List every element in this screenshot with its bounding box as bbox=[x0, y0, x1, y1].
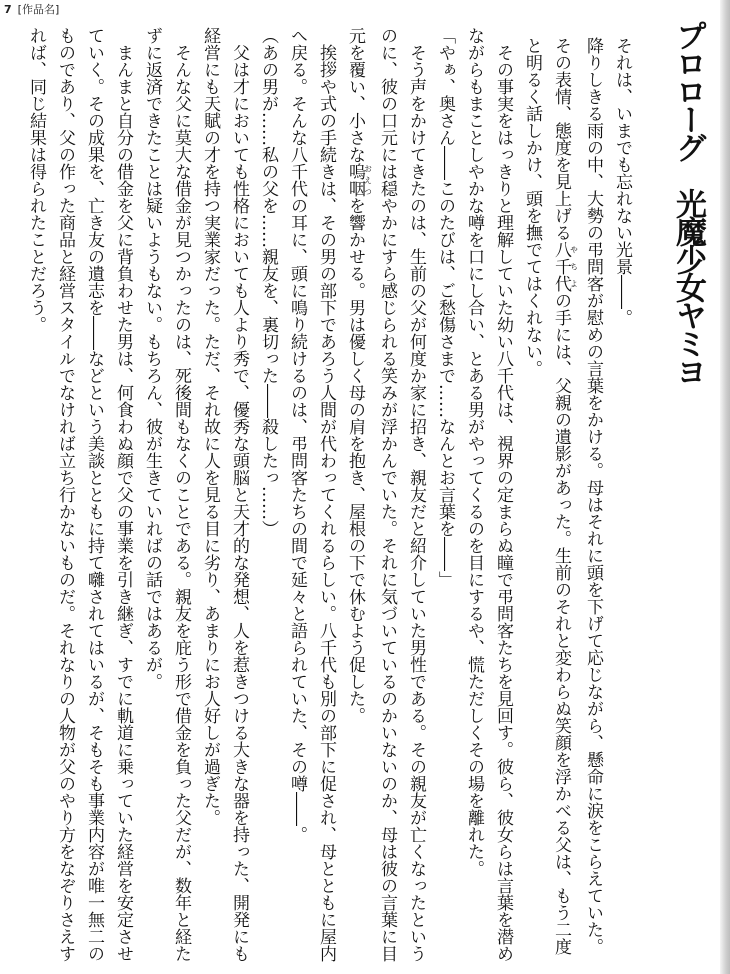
text-segment: 元を覆い、小さな bbox=[345, 27, 365, 163]
text-segment: ずに返済できたことは疑いようもない。もちろん、彼が生きていればの話ではあるが。 bbox=[142, 27, 162, 690]
text-column bbox=[340, 27, 372, 947]
text-column bbox=[253, 27, 282, 947]
text-segment: ながらもまことしやかな噂を口にし合い、とある男がやってくるのを目にするや、慌ただしくその場を離れた。 bbox=[464, 27, 484, 877]
text-segment: （あの男が……私の父を……親友を、裏切った――殺したっ……） bbox=[258, 27, 278, 537]
work-title: [作品名] bbox=[17, 3, 60, 16]
ruby-word: 八千代やちよ bbox=[551, 241, 579, 292]
chapter-title: プロローグ 光魔少女ヤミヨ bbox=[670, 20, 706, 384]
page-number: 7 bbox=[4, 3, 12, 16]
text-column bbox=[50, 27, 79, 962]
text-column bbox=[282, 27, 311, 947]
text-segment: と明るく話しかけ、頭を撫でてはくれない。 bbox=[522, 37, 542, 377]
text-column bbox=[137, 27, 166, 947]
text-column bbox=[488, 27, 517, 962]
text-column bbox=[372, 27, 401, 962]
text-segment: へ戻る。そんな八千代の耳に、頭に鳴り続けるのは、弔問客たちの間で延々と語られていた、その噂――。 bbox=[287, 27, 307, 843]
body-text bbox=[20, 27, 636, 962]
text-segment: そう声をかけてきたのは、生前の父が何度か家に招き、親友だと紹介していた男性である。その親友が亡くなったという bbox=[406, 44, 426, 962]
text-segment: 挨拶や式の手続きは、その男の部下であろう人間が代わってくれるらしい。八千代も別の部下に促され、母とともに屋内 bbox=[316, 44, 336, 962]
text-segment: 経営にも天賦の才を持つ実業家だった。ただ、それ故に人を見る目に劣り、あまりにお人好しが過ぎた。 bbox=[200, 27, 220, 826]
text-segment: ていく。その成果を、亡き友の遺志を――などという美談とともに持て囃されてはいるが、そもそも事業内容が唯一無二の bbox=[84, 27, 104, 962]
text-column bbox=[430, 27, 459, 947]
text-segment: それは、いまでも忘れない光景――。 bbox=[612, 37, 632, 326]
text-segment: 「やぁ、奥さん――このたびは、ご愁傷さまで……なんとお言葉を――」 bbox=[435, 27, 455, 588]
text-segment: の手には、父親の遺影があった。生前のそれと変わらぬ笑顔を浮かべる父は、もう二度 bbox=[551, 292, 571, 955]
text-segment: のに、彼の口元には穏やかにすら感じられる笑みが浮かんでいた。それに気づいているのかいないのか、母は彼の言葉に目 bbox=[377, 27, 397, 962]
text-segment: ものであり、父の作った商品と経営スタイルでなければ立ち行かないものだ。それなりの人物が父のやり方をなぞりさえす bbox=[55, 27, 75, 962]
ruby-reading: おえつ bbox=[363, 163, 373, 197]
text-column bbox=[166, 27, 195, 962]
text-column bbox=[311, 27, 340, 962]
text-column bbox=[546, 27, 579, 955]
text-segment: その表情、態度を見上げる bbox=[551, 37, 571, 241]
text-column bbox=[21, 27, 50, 947]
text-column bbox=[224, 27, 253, 962]
text-column bbox=[401, 27, 430, 962]
text-column bbox=[459, 27, 488, 947]
text-segment: れば、同じ結果は得られたことだろう。 bbox=[26, 27, 46, 333]
text-column bbox=[607, 27, 636, 947]
text-segment: 降りしきる雨の中、大勢の弔問客が慰めの言葉をかける。母はそれに頭を下げて応じながら、懸命に涙をこらえていた。 bbox=[583, 37, 603, 955]
text-column bbox=[195, 27, 224, 947]
text-segment: 父は才においても性格においても人より秀で、優秀な頭脳と天才的な発想、人を惹きつける大きな器を持った、開発にも bbox=[229, 44, 249, 962]
text-column bbox=[79, 27, 108, 962]
page-header bbox=[4, 1, 59, 17]
text-segment: そんな父に莫大な借金が見つかったのは、死後間もなくのことである。親友を庇う形で借金を負った父だが、数年と経た bbox=[171, 44, 191, 962]
text-column bbox=[517, 27, 546, 947]
ruby-reading: やちよ bbox=[569, 241, 579, 292]
text-column bbox=[578, 27, 607, 955]
text-segment: その事実をはっきりと理解していた幼い八千代は、視界の定まらぬ瞳で弔問客たちを見回す。彼ら、彼女らは言葉を潜め bbox=[493, 44, 513, 962]
text-segment: まんまと自分の借金を父に背負わせた男は、何食わぬ顔で父の事業を引き継ぎ、すでに軌道に乗っていた経営を安定させ bbox=[113, 44, 133, 962]
text-column bbox=[108, 27, 137, 962]
text-segment: を響かせる。男は優しく母の肩を抱き、屋根の下で休むよう促した。 bbox=[345, 197, 365, 724]
page-edge-shadow bbox=[720, 0, 730, 974]
ruby-word: 嗚咽おえつ bbox=[345, 163, 373, 197]
